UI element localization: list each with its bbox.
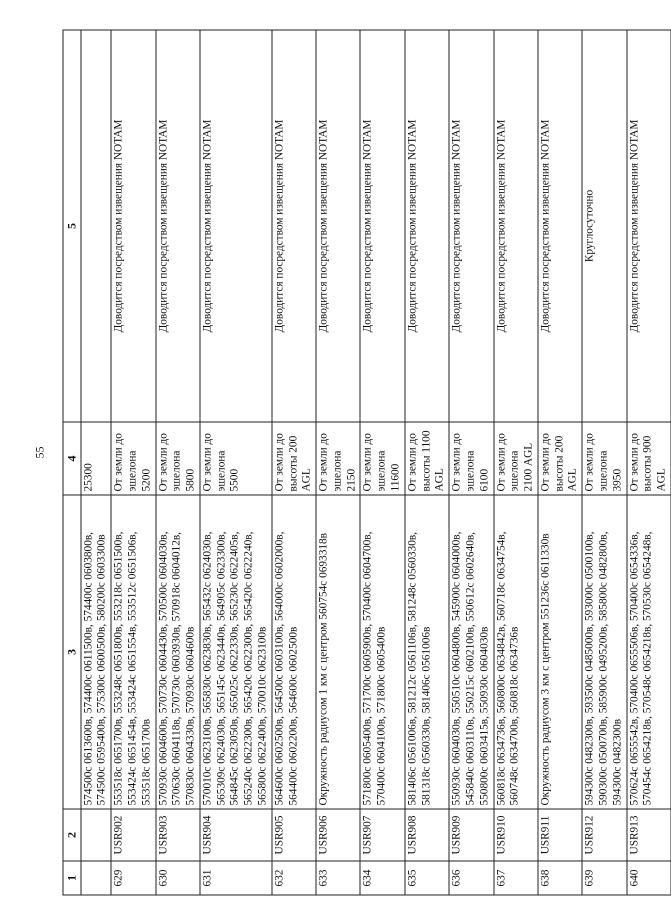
zone-code-cell	[80, 809, 111, 861]
altitude-limits-cell: От земли до эшелона 11600	[360, 422, 404, 495]
coordinates-cell: 570624с 0655542в, 570400с 0655506в, 570400с 0654336в, 570454с 0654218в, 570548с 0654218в, 570530с 0654248в,	[626, 495, 670, 809]
table-row	[111, 30, 155, 895]
altitude-limits-cell: От земли до эшелона 2100 AGL	[493, 422, 537, 495]
activation-note-cell: Доводится посредством извещения NOTAM	[271, 30, 315, 422]
activation-note-cell: Доводится посредством извещения NOTAM	[493, 30, 537, 422]
table-row	[360, 30, 404, 895]
coordinates-cell: 570930с 0604600в, 570730с 0604430в, 570500с 0604030в, 570630с 0604118в, 570730с 0603930в, 570918с 0604012в, 570830с 0604330в, 570930с 0604600в	[155, 495, 199, 809]
zone-code-cell: USR913	[626, 809, 670, 861]
altitude-limits-cell: От земли до высоты 200 AGL	[271, 422, 315, 495]
zone-code-cell: USR903	[155, 809, 199, 861]
rotated-table-container	[62, 30, 668, 895]
altitude-limits-cell: 25300	[80, 422, 111, 495]
table-row	[80, 30, 111, 895]
row-number-cell: 639	[582, 861, 626, 895]
coordinates-cell: 550930с 0604030в, 550510с 0604800в, 545900с 0604000в, 545840с 0603110в, 550215с 0602100в, 550612с 0602640в, 550800с 0603415в, 550930с 0604030в	[449, 495, 493, 809]
row-number-cell: 638	[537, 861, 581, 895]
coordinates-cell: 553518с 0651700в, 553248с 0651800в, 553218с 0651500в, 553424с 0651454в, 553424с 0651554в, 553512с 0651506в, 553518с 0651700в	[111, 495, 155, 809]
header-col-4: 4	[63, 422, 81, 495]
table-row	[199, 30, 271, 895]
zone-code-cell: USR909	[449, 809, 493, 861]
coordinates-cell: 564600с 0602500в, 564500с 0603100в, 564000с 0602000в, 564400с 0602200в, 564600с 0602500в	[271, 495, 315, 809]
header-col-1: 1	[63, 861, 81, 895]
coordinates-cell: 574500с 0613600в, 574400с 0611500в, 574400с 0603800в, 574500с 0595400в, 575300с 0600500в, 580200с 0603300в	[80, 495, 111, 809]
altitude-limits-cell: От земли до эшелона 5200	[111, 422, 155, 495]
coordinates-cell: Окружность радиусом 3 км с центром 551236с 0611330в	[537, 495, 581, 809]
zone-code-cell: USR902	[111, 809, 155, 861]
table-area	[62, 30, 668, 895]
activation-note-cell: Доводится посредством извещения NOTAM	[111, 30, 155, 422]
zone-code-cell: USR908	[404, 809, 448, 861]
table-row	[316, 30, 360, 895]
activation-note-cell: Доводится посредством извещения NOTAM	[316, 30, 360, 422]
activation-note-cell: Доводится посредством извещения NOTAM	[404, 30, 448, 422]
altitude-limits-cell: От земли до высоты 1100 AGL	[404, 422, 448, 495]
coordinates-cell: 560818с 0634736в, 560800с 0634842в, 560718с 0634754в, 560748с 0634700в, 560818с 0634736в	[493, 495, 537, 809]
table-row	[271, 30, 315, 895]
altitude-limits-cell: От земли до высоты 200 AGL	[537, 422, 581, 495]
table-row	[626, 30, 670, 895]
zone-code-cell: USR905	[271, 809, 315, 861]
restricted-zones-table	[62, 29, 671, 895]
page-number: 55	[32, 446, 47, 459]
table-row	[404, 30, 448, 895]
zone-code-cell: USR912	[582, 809, 626, 861]
altitude-limits-cell: От земли до эшелона 6100	[449, 422, 493, 495]
activation-note-cell: Доводится посредством извещения NOTAM	[360, 30, 404, 422]
header-col-5: 5	[63, 30, 81, 422]
coordinates-cell: 581406с 0561006в, 581212с 0561106в, 581248с 0560330в, 581318с 0560330в, 581406с 0561006в	[404, 495, 448, 809]
row-number-cell: 637	[493, 861, 537, 895]
altitude-limits-cell: От земли до эшелона 5500	[199, 422, 271, 495]
activation-note-cell: Доводится посредством извещения NOTAM	[199, 30, 271, 422]
row-number-cell: 640	[626, 861, 670, 895]
zone-code-cell: USR910	[493, 809, 537, 861]
altitude-limits-cell: От земли до эшелона 3950	[582, 422, 626, 495]
table-body	[80, 30, 670, 895]
row-number-cell: 633	[316, 861, 360, 895]
activation-note-cell: Круглосуточно	[582, 30, 626, 422]
row-number-cell: 635	[404, 861, 448, 895]
row-number-cell: 631	[199, 861, 271, 895]
header-col-3: 3	[63, 495, 81, 809]
header-col-2: 2	[63, 809, 81, 861]
coordinates-cell: 570010с 0623100в, 565830с 0623830в, 565432с 0624030в, 565309с 0624030в, 565145с 0623440в, 564905с 0623300в, 564845с 0623050в, 565025с 0622330в, 565230с 0622405в, 565240с 0622300в, 565420с 0622300в, 565420с 0622240в, 565800с 0622400в, 570010с 0623100в	[199, 495, 271, 809]
activation-note-cell: Доводится посредством извещения NOTAM	[155, 30, 199, 422]
zone-code-cell: USR907	[360, 809, 404, 861]
table-row	[493, 30, 537, 895]
row-number-cell: 636	[449, 861, 493, 895]
activation-note-cell	[80, 30, 111, 422]
coordinates-cell: Окружность радиусом 1 км с центром 560754с 0693318в	[316, 495, 360, 809]
header-row	[63, 30, 81, 895]
altitude-limits-cell: От земли до эшелона 2150	[316, 422, 360, 495]
table-row	[449, 30, 493, 895]
altitude-limits-cell: От земли до эшелона 5800	[155, 422, 199, 495]
zone-code-cell: USR906	[316, 809, 360, 861]
row-number-cell: 629	[111, 861, 155, 895]
table-row	[537, 30, 581, 895]
row-number-cell: 630	[155, 861, 199, 895]
coordinates-cell: 571800с 0605400в, 571700с 0605900в, 570400с 0604700в, 570400с 0604100в, 571800с 0605400в	[360, 495, 404, 809]
zone-code-cell: USR904	[199, 809, 271, 861]
coordinates-cell: 594300с 0482300в, 593500с 0485000в, 593000с 0500100в, 590300с 0500700в, 585900с 0495200в, 585800с 0482800в, 594300с 0482300в	[582, 495, 626, 809]
activation-note-cell: Доводится посредством извещения NOTAM	[537, 30, 581, 422]
table-row	[155, 30, 199, 895]
zone-code-cell: USR911	[537, 809, 581, 861]
activation-note-cell: Доводится посредством извещения NOTAM	[449, 30, 493, 422]
row-number-cell: 634	[360, 861, 404, 895]
table-row	[582, 30, 626, 895]
altitude-limits-cell: От земли до высоты 900 AGL	[626, 422, 670, 495]
row-number-cell: 632	[271, 861, 315, 895]
row-number-cell	[80, 861, 111, 895]
activation-note-cell: Доводится посредством извещения NOTAM	[626, 30, 670, 422]
